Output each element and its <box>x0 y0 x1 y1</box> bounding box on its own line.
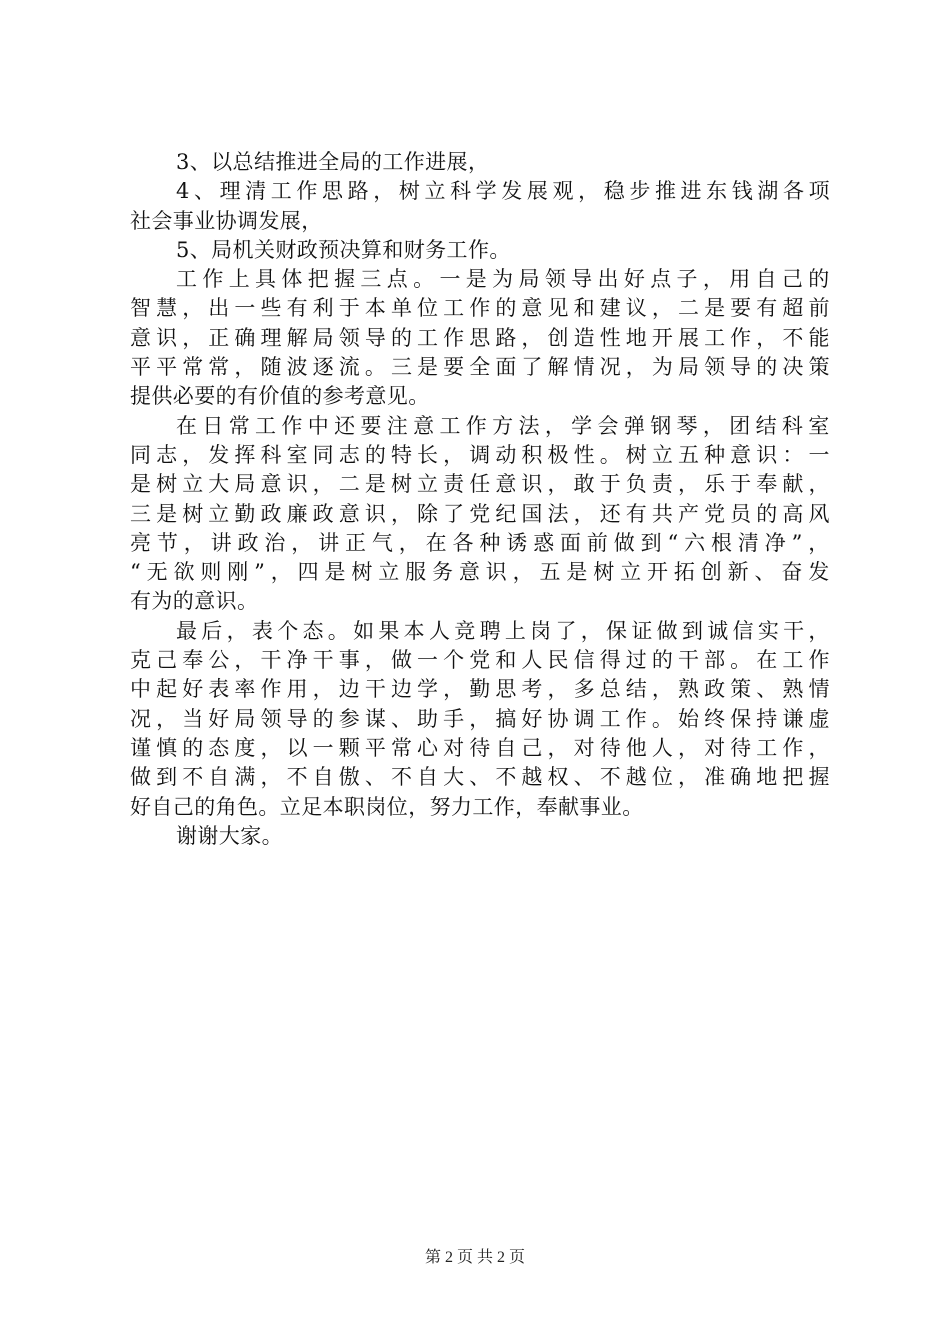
text-line: 谢谢大家。 <box>176 823 283 848</box>
text-line: 有为的意识。 <box>130 589 259 614</box>
text-line: 最 后 ， 表 个 态 。 如 果 本 人 竞 聘 上 岗 了 ， 保 证 做 到 诚 信 实 干 ， <box>176 618 830 643</box>
text-line: “ 无 欲 则 刚 ” ， 四 是 树 立 服 务 意 识 ， 五 是 树 立 开 拓 创 新 、 奋 发 <box>130 560 830 585</box>
page-number-footer: 第 2 页 共 2 页 <box>424 1249 525 1266</box>
text-line: 好自己的角色。立足本职岗位，努力工作，奉献事业。 <box>130 794 644 819</box>
text-line: 3、以总结推进全局的工作进展， <box>176 150 490 174</box>
text-line: 社会事业协调发展， <box>130 208 323 233</box>
text-line: 在 日 常 工 作 中 还 要 注 意 工 作 方 法 ， 学 会 弹 钢 琴 ， 团 结 科 室 <box>176 413 830 438</box>
text-line: 工 作 上 具 体 把 握 三 点 。 一 是 为 局 领 导 出 好 点 子 ， 用 自 己 的 <box>176 267 830 292</box>
text-line: 亮 节 ， 讲 政 治 ， 讲 正 气 ， 在 各 种 诱 惑 面 前 做 到 “ 六 根 清 净 ” ， <box>130 530 830 555</box>
text-line: 是 树 立 大 局 意 识 ， 二 是 树 立 责 任 意 识 ， 敢 于 负 责 ， 乐 于 奉 献 ， <box>130 472 830 497</box>
text-line: 平 平 常 常 ， 随 波 逐 流 。 三 是 要 全 面 了 解 情 况 ， 为 局 领 导 的 决 策 <box>130 355 830 380</box>
text-line: 同 志 ， 发 挥 科 室 同 志 的 特 长 ， 调 动 积 极 性 。 树 立 五 种 意 识 ： 一 <box>130 442 830 467</box>
text-line: 克 己 奉 公 ， 干 净 干 事 ， 做 一 个 党 和 人 民 信 得 过 的 干 部 。 在 工 作 <box>130 648 830 673</box>
document-body <box>130 148 830 851</box>
text-line: 智 慧 ， 出 一 些 有 利 于 本 单 位 工 作 的 意 见 和 建 议 ， 二 是 要 有 超 前 <box>130 296 830 321</box>
text-line: 4 、 理 清 工 作 思 路 ， 树 立 科 学 发 展 观 ， 稳 步 推 进 东 钱 湖 各 项 <box>176 179 830 204</box>
text-line: 意 识 ， 正 确 理 解 局 领 导 的 工 作 思 路 ， 创 造 性 地 开 展 工 作 ， 不 能 <box>130 325 830 350</box>
text-line: 做 到 不 自 满 ， 不 自 傲 、 不 自 大 、 不 越 权 、 不 越 位 ， 准 确 地 把 握 <box>130 765 830 790</box>
text-line: 谨 慎 的 态 度 ， 以 一 颗 平 常 心 对 待 自 己 ， 对 待 他 人 ， 对 待 工 作 ， <box>130 735 830 760</box>
text-line: 中 起 好 表 率 作 用 ， 边 干 边 学 ， 勤 思 考 ， 多 总 结 ， 熟 政 策 、 熟 情 <box>130 677 830 702</box>
text-line: 5、局机关财政预决算和财务工作。 <box>176 237 511 262</box>
text-line: 三 是 树 立 勤 政 廉 政 意 识 ， 除 了 党 纪 国 法 ， 还 有 共 产 党 员 的 高 风 <box>130 501 830 526</box>
text-line: 提供必要的有价值的参考意见。 <box>130 384 430 409</box>
text-line: 况 ， 当 好 局 领 导 的 参 谋 、 助 手 ， 搞 好 协 调 工 作 。 始 终 保 持 谦 虚 <box>130 706 830 731</box>
